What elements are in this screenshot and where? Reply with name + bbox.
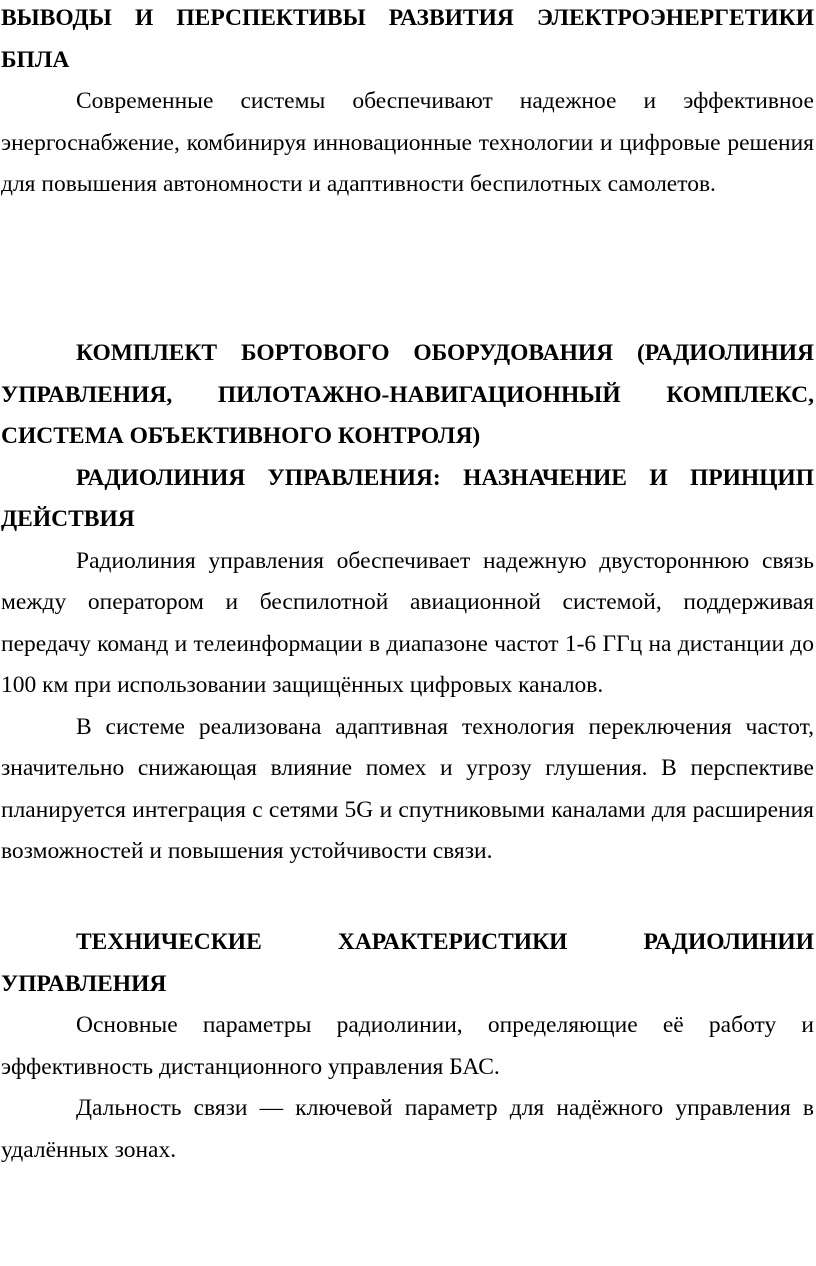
section-subheading: РАДИОЛИНИЯ УПРАВЛЕНИЯ: НАЗНАЧЕНИЕ И ПРИНЦИП ДЕЙСТВИЯ (1, 464, 814, 532)
section-conclusions (1, 0, 814, 206)
paragraph: Основные параметры радиолинии, определяющие её работу и эффективность дистанционного управления БАС. (1, 1012, 814, 1080)
paragraph: Современные системы обеспечивают надежное и эффективное энергоснабжение, комбинируя инновационные технологии и цифровые решения для повышения автономности и адаптивности беспилотных самолетов. (1, 88, 814, 197)
paragraph: В системе реализована адаптивная технология переключения частот, значительно снижающая влияние помех и угрозу глушения. В перспективе планируется интеграция с сетями 5G и спутниковыми каналами для расширения возможностей и повышения устойчивости связи. (1, 713, 814, 864)
section-technical-characteristics (1, 922, 814, 1171)
section-onboard-equipment (1, 333, 814, 873)
paragraph: Радиолиния управления обеспечивает надежную двустороннюю связь между оператором и беспилотной авиационной системой, поддерживая передачу команд и телеинформации в диапазоне частот 1-6 ГГц на дистанции до 100 км при использовании защищённых цифровых каналов. (1, 547, 814, 698)
section-heading: ВЫВОДЫ И ПЕРСПЕКТИВЫ РАЗВИТИЯ ЭЛЕКТРОЭНЕРГЕТИКИ БПЛА (1, 5, 814, 73)
section-heading: ТЕХНИЧЕСКИЕ ХАРАКТЕРИСТИКИ РАДИОЛИНИИ УПРАВЛЕНИЯ (1, 929, 814, 997)
paragraph: Дальность связи — ключевой параметр для надёжного управления в удалённых зонах. (1, 1095, 814, 1163)
section-heading: КОМПЛЕКТ БОРТОВОГО ОБОРУДОВАНИЯ (РАДИОЛИНИЯ УПРАВЛЕНИЯ, ПИЛОТАЖНО-НАВИГАЦИОННЫЙ КОМПЛЕКС, СИСТЕМА ОБЪЕКТИВНОГО КОНТРОЛЯ) (1, 340, 814, 449)
